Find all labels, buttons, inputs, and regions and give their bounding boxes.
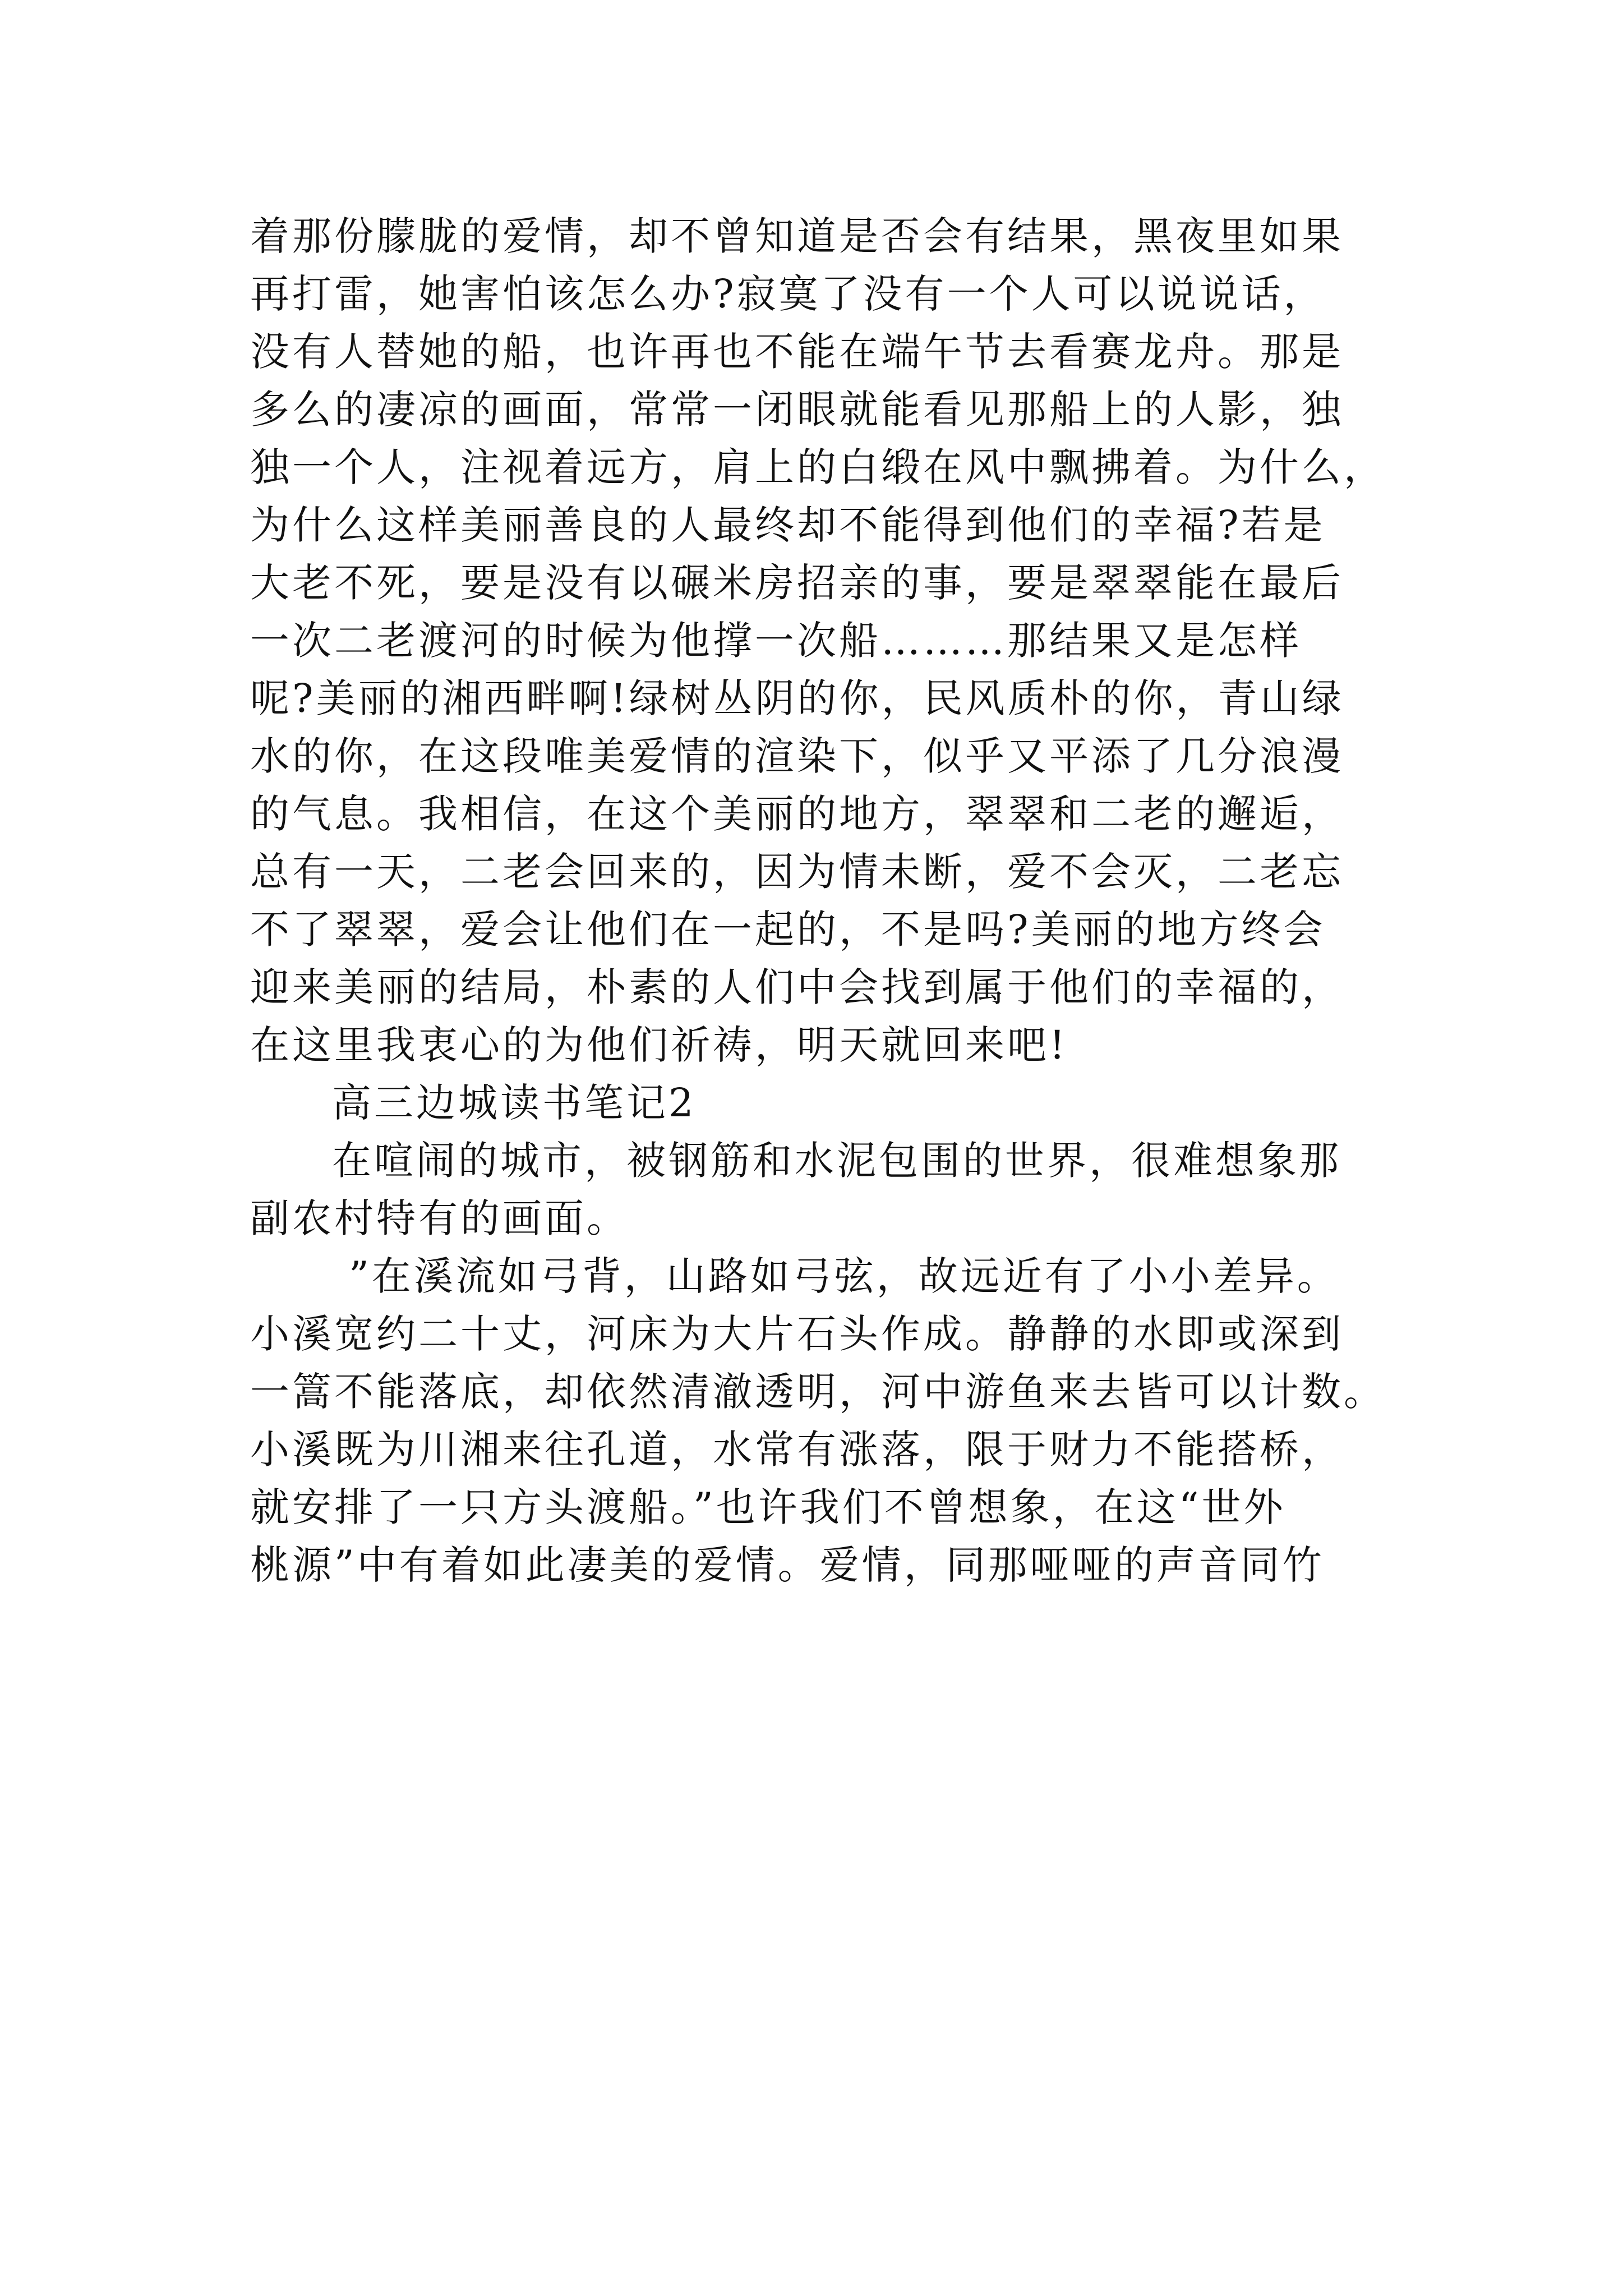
text-line: 独一个人，注视着远方，肩上的白缎在风中飘拂着。为什么， — [250, 444, 1386, 490]
text-line: 多么的凄凉的画面，常常一闭眼就能看见那船上的人影，独 — [250, 386, 1344, 432]
text-line: 总有一天，二老会回来的，因为情未断，爱不会灭，二老忘 — [250, 849, 1344, 895]
text-line: 小溪宽约二十丈，河床为大片石头作成。静静的水即或深到 — [250, 1311, 1344, 1357]
text-line: 不了翠翠，爱会让他们在一起的，不是吗?美丽的地方终会 — [250, 907, 1326, 953]
body-text — [250, 208, 1386, 1594]
text-line: 着那份朦胧的爱情，却不曾知道是否会有结果，黑夜里如果 — [250, 213, 1344, 259]
text-line: 大老不死，要是没有以碾米房招亲的事，要是翠翠能在最后 — [250, 560, 1344, 606]
text-line: 一篙不能落底，却依然清澈透明，河中游鱼来去皆可以计数。 — [250, 1369, 1386, 1415]
text-line: 副农村特有的画面。 — [250, 1195, 629, 1241]
text-line: 呢?美丽的湘西畔啊!绿树丛阴的你，民风质朴的你，青山绿 — [250, 675, 1344, 721]
text-line: 桃源”中有着如此凄美的爱情。爱情，同那哑哑的声音同竹 — [250, 1542, 1325, 1588]
text-line: 水的你，在这段唯美爱情的渲染下，似乎又平添了几分浪漫 — [250, 733, 1344, 779]
text-line: 在这里我衷心的为他们祈祷，明天就回来吧! — [250, 1022, 1068, 1068]
section-heading: 高三边城读书笔记2 — [332, 1080, 697, 1126]
text-line: 的气息。我相信，在这个美丽的地方，翠翠和二老的邂逅， — [250, 791, 1344, 837]
paragraph-first-line: 在喧闹的城市，被钢筋和水泥包围的世界，很难想象那 — [332, 1138, 1341, 1184]
text-line: 小溪既为川湘来往孔道，水常有涨落，限于财力不能搭桥， — [250, 1427, 1344, 1473]
text-line: 再打雷，她害怕该怎么办?寂寞了没有一个人可以说说话， — [250, 271, 1326, 317]
text-line: 就安排了一只方头渡船。”也许我们不曾想象，在这“世外 — [250, 1484, 1286, 1530]
text-line: 没有人替她的船，也许再也不能在端午节去看赛龙舟。那是 — [250, 329, 1344, 375]
text-line: 一次二老渡河的时候为他撑一次船………那结果又是怎样 — [250, 618, 1302, 664]
text-line: 为什么这样美丽善良的人最终却不能得到他们的幸福?若是 — [250, 502, 1326, 548]
text-line: 迎来美丽的结局，朴素的人们中会找到属于他们的幸福的， — [250, 964, 1344, 1010]
paragraph-first-line: ”在溪流如弓背，山路如弓弦，故远近有了小小差异。 — [349, 1253, 1339, 1299]
